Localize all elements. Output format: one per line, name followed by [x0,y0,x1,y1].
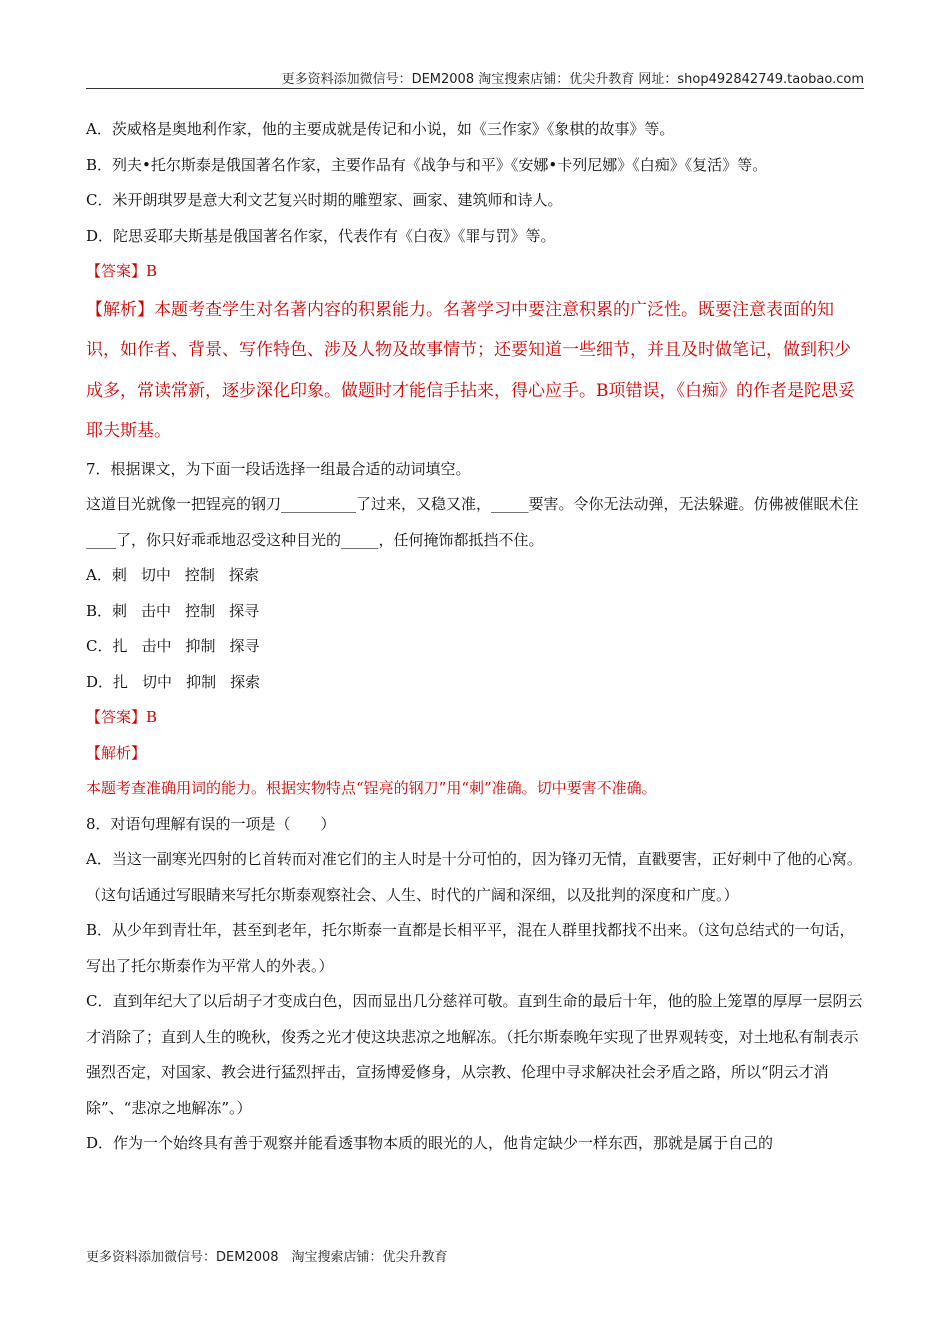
option-label: B． [86,601,113,620]
q6-option-c: C．米开朗琪罗是意大利文艺复兴时期的雕塑家、画家、建筑师和诗人。 [86,191,563,209]
q8-option-b: B．从少年到青壮年，甚至到老年，托尔斯泰一直都是长相平平，混在人群里找都找不出来。（这句总结式的一句话，写出了托尔斯泰作为平常人的外表。） [86,921,855,975]
q7-option-a [86,558,866,594]
option-word: 探寻 [229,637,260,655]
q8-stem: 8．对语句理解有误的一项是（ ） [86,814,336,833]
option-word: 控制 [185,601,216,620]
q7-answer: 【答案】B [86,708,158,726]
q7-passage: 这道目光就像一把锃亮的钢刀__________了过来，又稳又准，_____要害。令你无法动弹，无法躲避。仿佛被催眠术住____了，你只好乖乖地忍受这种目光的_____，任何掩饰都抵挡不住。 [86,495,859,549]
q7-option-d [86,665,866,701]
option-word: 刺 [111,566,127,584]
option-word: 控制 [184,566,215,584]
document-body [86,112,866,1162]
option-word: 击中 [141,637,172,655]
option-label: A． [86,566,112,584]
q7-option-c [86,629,866,665]
option-word: 击中 [141,601,172,620]
q6-option-b: B．列夫•托尔斯泰是俄国著名作家，主要作品有《战争与和平》《安娜•卡列尼娜》《白痴》《复活》等。 [86,155,768,174]
option-word: 切中 [140,566,171,584]
q6-option-d: D．陀思妥耶夫斯基是俄国著名作家，代表作有《白夜》《罪与罚》等。 [86,226,556,245]
page-footer: 更多资料添加微信号：DEM2008 淘宝搜索店铺：优尖升教育 [86,1250,448,1265]
option-word: 抑制 [186,672,217,691]
option-word: 探索 [230,672,261,691]
q7-stem: 7．根据课文，为下面一段话选择一组最合适的动词填空。 [86,459,471,478]
q8-option-a: A．当这一副寒光四射的匕首转而对准它们的主人时是十分可怕的，因为锋刃无情，直戳要害，正好刺中了他的心窝。（这句话通过写眼睛来写托尔斯泰观察社会、人生、时代的广阔和深细，以及批判的深度和广度。） [86,850,862,904]
option-word: 探索 [228,566,259,584]
option-label: D． [86,672,114,691]
q8-option-d: D．作为一个始终具有善于观察并能看透事物本质的眼光的人，他肯定缺少一样东西，那就是属于自己的 [86,1134,774,1152]
q6-option-a: A．茨威格是奥地利作家，他的主要成就是传记和小说，如《三作家》《象棋的故事》等。 [86,120,675,138]
option-word: 扎 [113,672,129,691]
q7-analysis: 本题考查准确用词的能力。根据实物特点“锃亮的钢刀”用“刺”准确。切中要害不准确。 [86,779,657,797]
page-header: 更多资料添加微信号：DEM2008 淘宝搜索店铺：优尖升教育 网址：shop492842749.taobao.com [281,72,864,87]
option-word: 刺 [112,601,128,620]
header-divider [86,88,864,89]
option-word: 切中 [142,672,173,691]
q7-option-b [86,594,866,630]
option-word: 探寻 [229,601,260,620]
q8-option-c: C．直到年纪大了以后胡子才变成白色，因而显出几分慈祥可敬。直到生命的最后十年，他的脸上笼罩的厚厚一层阴云才消除了；直到人生的晚秋，俊秀之光才使这块悲凉之地解冻。（托尔斯泰晚年实现了世界观转变，对土地私有制表示强烈否定，对国家、教会进行猛烈抨击，宣扬博爱修身，从宗教、伦理中寻求解决社会矛盾之路，所以“阴云才消除”、“悲凉之地解冻”。） [86,992,863,1117]
q6-answer: 【答案】B [86,262,158,280]
option-word: 扎 [112,637,128,655]
option-word: 抑制 [185,637,216,655]
q6-analysis: 【解析】本题考查学生对名著内容的积累能力。名著学习中要注意积累的广泛性。既要注意表面的知识，如作者、背景、写作特色、涉及人物及故事情节；还要知道一些细节，并且及时做笔记，做到积少成多，常读常新，逐步深化印象。做题时才能信手拈来，得心应手。B项错误，《白痴》的作者是陀思妥耶夫斯基。 [86,299,855,441]
q7-analysis-title: 【解析】 [86,743,147,762]
option-label: C． [86,637,113,655]
